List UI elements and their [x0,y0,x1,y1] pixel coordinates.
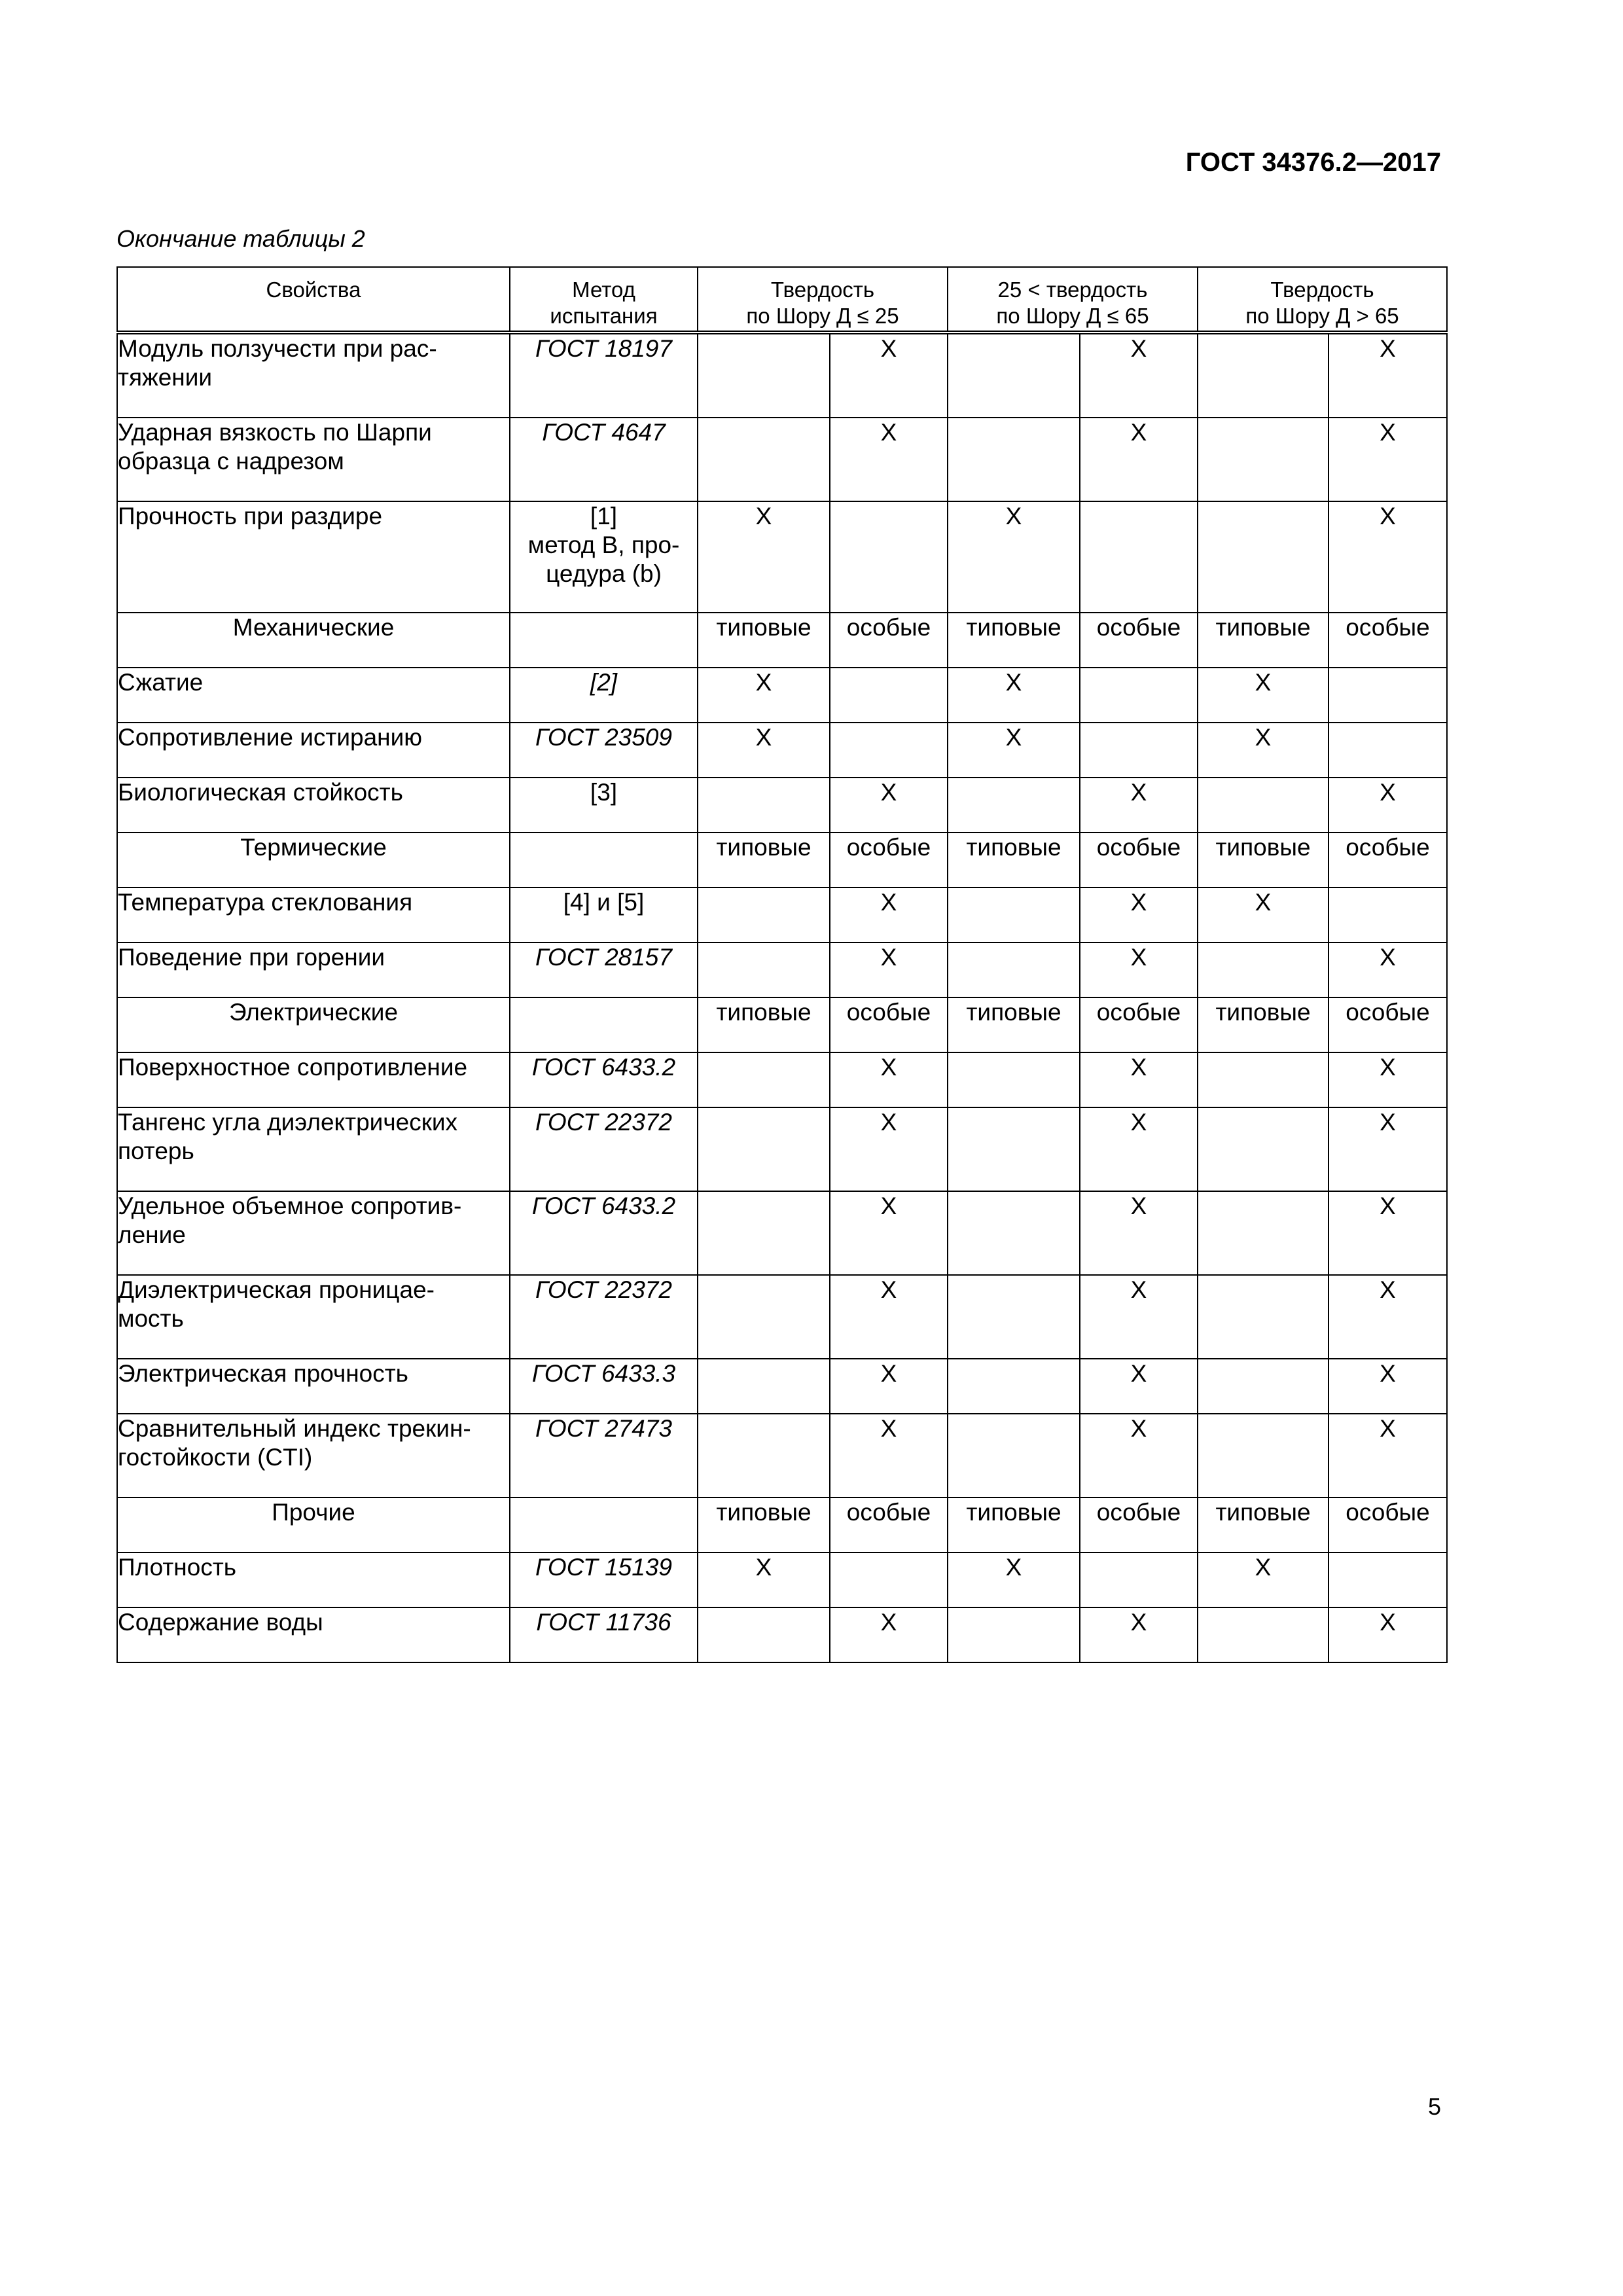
test-method [510,1191,698,1275]
category-label: особые [830,997,948,1052]
test-method [510,1552,698,1607]
table-body [117,332,1447,1662]
category-label: типовые [1198,997,1329,1052]
property-name-line: Температура стеклования [118,889,413,916]
property-name [117,668,510,723]
test-method [510,332,698,418]
applicability-mark [1198,778,1329,833]
category-label: особые [1080,613,1198,668]
table-row [117,888,1447,942]
table-row [117,1107,1447,1191]
category-label: типовые [948,613,1080,668]
applicability-mark: X [1329,332,1447,418]
category-label: особые [1080,833,1198,888]
property-name [117,778,510,833]
category-label: особые [1080,997,1198,1052]
applicability-mark: X [1198,668,1329,723]
property-name-line: тяжении [118,364,213,391]
applicability-mark: X [1329,1607,1447,1662]
applicability-mark [830,1552,948,1607]
test-method-line: ГОСТ 6433.2 [531,1193,676,1219]
applicability-mark: X [1080,778,1198,833]
group-label [117,833,510,888]
applicability-mark [948,942,1080,997]
header-method: Метод испытания [510,267,698,332]
applicability-mark: X [698,668,830,723]
table-row [117,942,1447,997]
test-method-line: ГОСТ 27473 [535,1415,672,1442]
applicability-mark [1080,723,1198,778]
table-row [117,1607,1447,1662]
property-name [117,888,510,942]
test-method-line: ГОСТ 11736 [536,1609,671,1636]
applicability-mark [1198,1414,1329,1498]
category-label: особые [1329,997,1447,1052]
test-method [510,723,698,778]
category-label: особые [830,613,948,668]
applicability-mark: X [1329,778,1447,833]
test-method-line: [4] и [5] [563,889,645,916]
category-label: типовые [1198,613,1329,668]
test-method [510,1275,698,1359]
property-name [117,942,510,997]
applicability-mark: X [698,1552,830,1607]
table-caption: Окончание таблицы 2 [116,225,365,252]
applicability-mark: X [1080,1414,1198,1498]
test-method-line: ГОСТ 23509 [535,724,672,751]
applicability-mark [1080,668,1198,723]
property-name-line: Электрические [228,999,399,1026]
applicability-mark [698,1107,830,1191]
applicability-mark [948,1191,1080,1275]
property-name-line: Сравнительный индекс трекин- [118,1415,471,1442]
property-name-line: образца с надрезом [118,448,344,475]
test-method [510,833,698,888]
test-method-line: ГОСТ 6433.3 [531,1360,676,1387]
category-label: типовые [698,997,830,1052]
test-method-line: цедура (b) [546,560,662,587]
property-name-line: потерь [118,1138,194,1164]
applicability-mark [1329,1552,1447,1607]
test-method-line: ГОСТ 18197 [535,335,672,362]
applicability-mark: X [830,1414,948,1498]
properties-table [116,266,1448,1663]
property-name-line: Прочность при раздире [118,503,383,529]
applicability-mark [1329,723,1447,778]
table-row [117,332,1447,418]
applicability-mark: X [1329,1052,1447,1107]
test-method-line: ГОСТ 15139 [535,1554,672,1581]
group-label [117,997,510,1052]
applicability-mark [1080,501,1198,613]
test-method [510,501,698,613]
property-name [117,1275,510,1359]
property-name-line: Прочие [272,1499,355,1526]
applicability-mark [698,778,830,833]
applicability-mark: X [698,501,830,613]
property-name [117,1359,510,1414]
category-label: типовые [1198,833,1329,888]
property-name-line: Ударная вязкость по Шарпи [118,419,432,446]
applicability-mark: X [1198,1552,1329,1607]
table-row [117,1052,1447,1107]
category-label: типовые [948,833,1080,888]
applicability-mark: X [830,1052,948,1107]
property-name-line: Удельное объемное сопротив- [118,1193,462,1219]
applicability-mark [948,1607,1080,1662]
applicability-mark [948,1359,1080,1414]
category-label: типовые [698,1498,830,1552]
applicability-mark: X [1329,1414,1447,1498]
table-row [117,1191,1447,1275]
table-row [117,1359,1447,1414]
test-method [510,1107,698,1191]
category-label: типовые [698,613,830,668]
applicability-mark [698,888,830,942]
test-method [510,1052,698,1107]
applicability-mark [948,888,1080,942]
applicability-mark [830,501,948,613]
property-name-line: гостойкости (CTI) [118,1444,313,1471]
applicability-mark [1198,1607,1329,1662]
test-method [510,1607,698,1662]
table-row [117,501,1447,613]
applicability-mark: X [1080,888,1198,942]
property-name [117,1607,510,1662]
property-name [117,723,510,778]
applicability-mark: X [830,888,948,942]
property-name-line: Сопротивление истиранию [118,724,423,751]
test-method [510,668,698,723]
test-method [510,1498,698,1552]
applicability-mark: X [1080,942,1198,997]
header-hardness-low: Твердость по Шору Д ≤ 25 [698,267,948,332]
applicability-mark [1080,1552,1198,1607]
applicability-mark: X [948,501,1080,613]
applicability-mark: X [1329,1275,1447,1359]
test-method [510,1414,698,1498]
applicability-mark: X [830,1275,948,1359]
category-label: особые [830,833,948,888]
applicability-mark: X [1080,1107,1198,1191]
applicability-mark [698,1607,830,1662]
applicability-mark: X [830,1107,948,1191]
applicability-mark: X [1329,1107,1447,1191]
applicability-mark: X [1080,332,1198,418]
test-method [510,888,698,942]
property-name-line: Тангенс угла диэлектрических [118,1109,458,1136]
applicability-mark: X [830,1607,948,1662]
table-row [117,668,1447,723]
applicability-mark [698,1414,830,1498]
table-row [117,1552,1447,1607]
applicability-mark: X [948,1552,1080,1607]
property-name [117,501,510,613]
property-name-line: Модуль ползучести при рас- [118,335,437,362]
header-hardness-high: Твердость по Шору Д > 65 [1198,267,1447,332]
group-label [117,613,510,668]
test-method-line: [3] [590,779,618,806]
property-name-line: ление [118,1221,186,1248]
applicability-mark: X [948,723,1080,778]
property-name-line: Плотность [118,1554,237,1581]
applicability-mark [830,723,948,778]
applicability-mark [948,778,1080,833]
applicability-mark: X [1080,1275,1198,1359]
applicability-mark: X [1329,942,1447,997]
applicability-mark: X [1198,888,1329,942]
category-label: особые [1329,613,1447,668]
property-name [117,1191,510,1275]
applicability-mark [1329,888,1447,942]
property-name [117,332,510,418]
category-label: особые [1080,1498,1198,1552]
table-header-row [117,267,1447,332]
document-code: ГОСТ 34376.2—2017 [1185,148,1441,177]
applicability-mark: X [1080,1607,1198,1662]
applicability-mark: X [948,668,1080,723]
test-method-line: [2] [590,669,618,696]
category-label: типовые [948,1498,1080,1552]
property-name-line: Сжатие [118,669,204,696]
table-group-row [117,1498,1447,1552]
applicability-mark [698,332,830,418]
property-name-line: Содержание воды [118,1609,323,1636]
table-group-row [117,997,1447,1052]
applicability-mark [1198,1107,1329,1191]
category-label: типовые [698,833,830,888]
test-method [510,942,698,997]
applicability-mark [1198,1191,1329,1275]
test-method-line: [1] [590,503,618,529]
property-name [117,418,510,501]
applicability-mark [1198,501,1329,613]
applicability-mark: X [830,1191,948,1275]
group-label [117,1498,510,1552]
applicability-mark [698,1275,830,1359]
applicability-mark: X [830,1359,948,1414]
property-name [117,1552,510,1607]
test-method-line: ГОСТ 28157 [535,944,672,971]
applicability-mark [1198,942,1329,997]
applicability-mark [948,418,1080,501]
applicability-mark [698,942,830,997]
applicability-mark: X [1080,1191,1198,1275]
applicability-mark: X [698,723,830,778]
test-method [510,778,698,833]
applicability-mark [948,1052,1080,1107]
applicability-mark [1329,668,1447,723]
applicability-mark: X [1080,418,1198,501]
applicability-mark: X [1329,418,1447,501]
table-group-row [117,833,1447,888]
applicability-mark: X [830,778,948,833]
table-row [117,1414,1447,1498]
applicability-mark: X [830,332,948,418]
applicability-mark [698,1052,830,1107]
applicability-mark [1198,1052,1329,1107]
applicability-mark: X [1080,1052,1198,1107]
applicability-mark: X [830,418,948,501]
applicability-mark: X [1080,1359,1198,1414]
applicability-mark: X [1329,501,1447,613]
test-method-line: ГОСТ 6433.2 [531,1054,676,1081]
applicability-mark: X [1329,1191,1447,1275]
property-name-line: Поверхностное сопротивление [118,1054,468,1081]
test-method-line: метод В, про- [527,531,680,558]
category-label: типовые [948,997,1080,1052]
category-label: особые [830,1498,948,1552]
category-label: особые [1329,1498,1447,1552]
table-group-row [117,613,1447,668]
applicability-mark [1198,332,1329,418]
page-number: 5 [1427,2093,1441,2120]
property-name-line: Механические [232,614,395,641]
applicability-mark: X [1329,1359,1447,1414]
table-row [117,1275,1447,1359]
applicability-mark: X [1198,723,1329,778]
property-name [117,1052,510,1107]
applicability-mark [1198,1359,1329,1414]
category-label: типовые [1198,1498,1329,1552]
test-method [510,1359,698,1414]
test-method [510,997,698,1052]
test-method [510,418,698,501]
test-method [510,613,698,668]
header-properties: Свойства [117,267,510,332]
applicability-mark [948,1107,1080,1191]
applicability-mark [948,1275,1080,1359]
applicability-mark [948,1414,1080,1498]
applicability-mark [948,332,1080,418]
applicability-mark [698,1359,830,1414]
header-hardness-mid: 25 < твердость по Шору Д ≤ 65 [948,267,1198,332]
table-row [117,723,1447,778]
property-name [117,1107,510,1191]
applicability-mark [1198,1275,1329,1359]
applicability-mark [1198,418,1329,501]
property-name-line: мость [118,1305,184,1332]
test-method-line: ГОСТ 4647 [542,419,666,446]
applicability-mark [698,418,830,501]
applicability-mark [830,668,948,723]
property-name [117,1414,510,1498]
test-method-line: ГОСТ 22372 [535,1276,672,1303]
applicability-mark: X [830,942,948,997]
table-row [117,418,1447,501]
property-name-line: Поведение при горении [118,944,385,971]
category-label: особые [1329,833,1447,888]
property-name-line: Электрическая прочность [118,1360,408,1387]
table-row [117,778,1447,833]
property-name-line: Термические [240,834,387,861]
property-name-line: Диэлектрическая проницае- [118,1276,435,1303]
property-name-line: Биологическая стойкость [118,779,403,806]
applicability-mark [698,1191,830,1275]
test-method-line: ГОСТ 22372 [535,1109,672,1136]
